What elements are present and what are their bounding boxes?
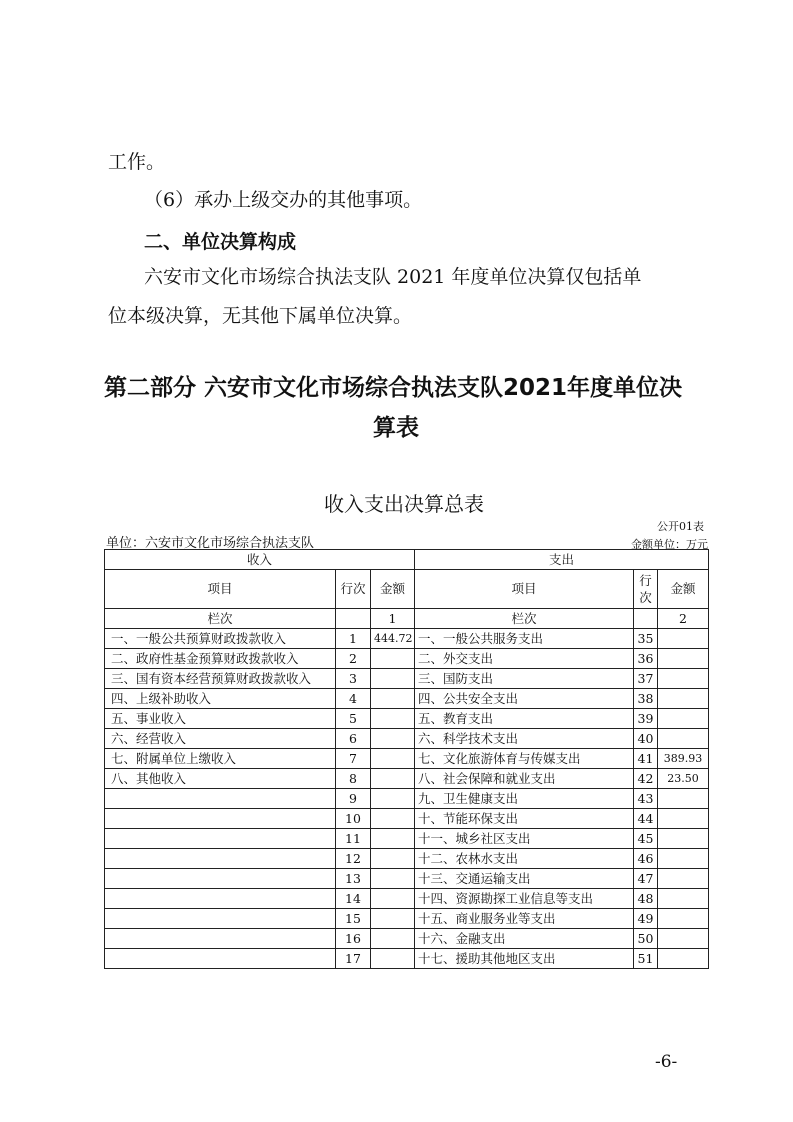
- page-number: -6-: [655, 1052, 678, 1072]
- expense-line-header: 行次: [634, 570, 658, 609]
- income-item-cell: 八、其他收入: [105, 769, 336, 789]
- expense-amount-cell: [658, 689, 709, 709]
- income-line-cell: 1: [336, 629, 371, 649]
- expense-amount-cell: [658, 869, 709, 889]
- expense-amount-cell: [658, 829, 709, 849]
- expense-col-index: 2: [658, 609, 709, 629]
- income-amount-cell: [371, 649, 415, 669]
- table-row: [105, 949, 709, 969]
- income-item-cell: [105, 849, 336, 869]
- expense-item-cell: 十七、援助其他地区支出: [415, 949, 634, 969]
- expense-col-blank: [634, 609, 658, 629]
- income-item-cell: [105, 829, 336, 849]
- header-row-groups: [105, 550, 709, 570]
- income-item-cell: 五、事业收入: [105, 709, 336, 729]
- income-item-cell: 七、附属单位上缴收入: [105, 749, 336, 769]
- expense-amount-cell: [658, 889, 709, 909]
- income-line-cell: 14: [336, 889, 371, 909]
- table-row: [105, 629, 709, 649]
- income-amount-cell: 444.72: [371, 629, 415, 649]
- expense-item-cell: 二、外交支出: [415, 649, 634, 669]
- table-title: 收入支出决算总表: [324, 492, 484, 516]
- expense-amount-cell: [658, 809, 709, 829]
- income-line-cell: 15: [336, 909, 371, 929]
- paragraph-item-6: （6）承办上级交办的其他事项。: [144, 189, 423, 211]
- header-row-columns: [105, 570, 709, 609]
- expense-line-cell: 46: [634, 849, 658, 869]
- expense-line-cell: 36: [634, 649, 658, 669]
- income-amount-cell: [371, 669, 415, 689]
- income-line-cell: 4: [336, 689, 371, 709]
- expense-amount-cell: 389.93: [658, 749, 709, 769]
- income-amount-cell: [371, 769, 415, 789]
- expense-line-cell: 51: [634, 949, 658, 969]
- table-row: [105, 809, 709, 829]
- income-amount-cell: [371, 929, 415, 949]
- income-line-cell: 16: [336, 929, 371, 949]
- expense-line-cell: 43: [634, 789, 658, 809]
- income-amount-cell: [371, 829, 415, 849]
- expense-item-cell: 十二、农林水支出: [415, 849, 634, 869]
- income-amount-header: 金额: [371, 570, 415, 609]
- expense-line-cell: 37: [634, 669, 658, 689]
- table-row: [105, 889, 709, 909]
- income-line-cell: 2: [336, 649, 371, 669]
- income-item-cell: [105, 869, 336, 889]
- income-amount-cell: [371, 889, 415, 909]
- income-line-cell: 8: [336, 769, 371, 789]
- expense-line-cell: 47: [634, 869, 658, 889]
- section-heading: 二、单位决算构成: [144, 231, 297, 253]
- expense-item-cell: 三、国防支出: [415, 669, 634, 689]
- income-item-cell: [105, 809, 336, 829]
- income-header: 收入: [105, 550, 415, 570]
- expense-amount-cell: [658, 729, 709, 749]
- expense-amount-cell: [658, 909, 709, 929]
- expense-item-cell: 十、节能环保支出: [415, 809, 634, 829]
- expense-item-cell: 十六、金融支出: [415, 929, 634, 949]
- table-row: [105, 869, 709, 889]
- expense-amount-cell: [658, 929, 709, 949]
- table-body: [105, 550, 709, 969]
- currency-unit: 金额单位：万元: [631, 538, 708, 551]
- income-amount-cell: [371, 749, 415, 769]
- expense-item-cell: 十四、资源勘探工业信息等支出: [415, 889, 634, 909]
- income-line-cell: 12: [336, 849, 371, 869]
- expense-amount-cell: [658, 789, 709, 809]
- table-row: [105, 669, 709, 689]
- expense-amount-cell: [658, 849, 709, 869]
- expense-amount-cell: [658, 949, 709, 969]
- income-item-cell: 二、政府性基金预算财政拨款收入: [105, 649, 336, 669]
- expense-amount-header: 金额: [658, 570, 709, 609]
- paragraph-tail: 工作。: [108, 151, 166, 173]
- income-item-cell: 三、国有资本经营预算财政拨款收入: [105, 669, 336, 689]
- income-item-header: 项目: [105, 570, 336, 609]
- expense-line-cell: 42: [634, 769, 658, 789]
- expense-item-cell: 六、科学技术支出: [415, 729, 634, 749]
- income-line-header: 行次: [336, 570, 371, 609]
- column-index-row: [105, 609, 709, 629]
- income-line-cell: 3: [336, 669, 371, 689]
- income-line-cell: 5: [336, 709, 371, 729]
- expense-line-cell: 49: [634, 909, 658, 929]
- expense-item-cell: 十五、商业服务业等支出: [415, 909, 634, 929]
- income-line-cell: 9: [336, 789, 371, 809]
- income-line-cell: 10: [336, 809, 371, 829]
- unit-label: 单位：六安市文化市场综合执法支队: [106, 536, 315, 551]
- paragraph-line-1: 六安市文化市场综合执法支队 2021 年度单位决算仅包括单: [144, 266, 642, 288]
- expense-line-cell: 39: [634, 709, 658, 729]
- income-amount-cell: [371, 849, 415, 869]
- table-row: [105, 829, 709, 849]
- income-item-cell: [105, 889, 336, 909]
- expense-amount-cell: [658, 709, 709, 729]
- income-amount-cell: [371, 709, 415, 729]
- income-item-cell: 一、一般公共预算财政拨款收入: [105, 629, 336, 649]
- expense-line-cell: 38: [634, 689, 658, 709]
- table-row: [105, 709, 709, 729]
- income-amount-cell: [371, 789, 415, 809]
- income-amount-cell: [371, 809, 415, 829]
- income-col-index: 1: [371, 609, 415, 629]
- income-amount-cell: [371, 689, 415, 709]
- income-item-cell: [105, 789, 336, 809]
- expense-item-cell: 八、社会保障和就业支出: [415, 769, 634, 789]
- expense-col-label: 栏次: [415, 609, 634, 629]
- table-row: [105, 749, 709, 769]
- income-col-label: 栏次: [105, 609, 336, 629]
- expense-item-cell: 五、教育支出: [415, 709, 634, 729]
- expense-item-cell: 十一、城乡社区支出: [415, 829, 634, 849]
- expense-item-cell: 七、文化旅游体育与传媒支出: [415, 749, 634, 769]
- expense-item-cell: 四、公共安全支出: [415, 689, 634, 709]
- income-amount-cell: [371, 869, 415, 889]
- expense-line-cell: 40: [634, 729, 658, 749]
- income-line-cell: 11: [336, 829, 371, 849]
- expense-item-cell: 九、卫生健康支出: [415, 789, 634, 809]
- table-row: [105, 929, 709, 949]
- income-line-cell: 6: [336, 729, 371, 749]
- expense-header: 支出: [415, 550, 709, 570]
- income-amount-cell: [371, 949, 415, 969]
- expense-line-cell: 45: [634, 829, 658, 849]
- income-item-cell: [105, 949, 336, 969]
- expense-amount-cell: [658, 629, 709, 649]
- income-item-cell: [105, 909, 336, 929]
- income-item-cell: 四、上级补助收入: [105, 689, 336, 709]
- expense-amount-cell: 23.50: [658, 769, 709, 789]
- income-line-cell: 17: [336, 949, 371, 969]
- expense-item-cell: 一、一般公共服务支出: [415, 629, 634, 649]
- expense-line-cell: 41: [634, 749, 658, 769]
- income-amount-cell: [371, 729, 415, 749]
- income-amount-cell: [371, 909, 415, 929]
- expense-line-cell: 50: [634, 929, 658, 949]
- form-code: 公开01表: [657, 520, 704, 533]
- table-row: [105, 689, 709, 709]
- part-title-line-2: 算表: [373, 415, 419, 441]
- table-row: [105, 849, 709, 869]
- income-line-cell: 13: [336, 869, 371, 889]
- budget-table: [104, 549, 709, 969]
- income-item-cell: 六、经营收入: [105, 729, 336, 749]
- expense-amount-cell: [658, 649, 709, 669]
- expense-line-cell: 35: [634, 629, 658, 649]
- table-row: [105, 729, 709, 749]
- income-item-cell: [105, 929, 336, 949]
- income-col-blank: [336, 609, 371, 629]
- expense-item-cell: 十三、交通运输支出: [415, 869, 634, 889]
- expense-line-cell: 48: [634, 889, 658, 909]
- table-row: [105, 769, 709, 789]
- paragraph-line-2: 位本级决算，无其他下属单位决算。: [108, 305, 413, 327]
- expense-item-header: 项目: [415, 570, 634, 609]
- expense-line-cell: 44: [634, 809, 658, 829]
- table-row: [105, 909, 709, 929]
- expense-amount-cell: [658, 669, 709, 689]
- table-row: [105, 649, 709, 669]
- part-title-line-1: 第二部分 六安市文化市场综合执法支队2021年度单位决: [104, 375, 683, 401]
- income-line-cell: 7: [336, 749, 371, 769]
- table-row: [105, 789, 709, 809]
